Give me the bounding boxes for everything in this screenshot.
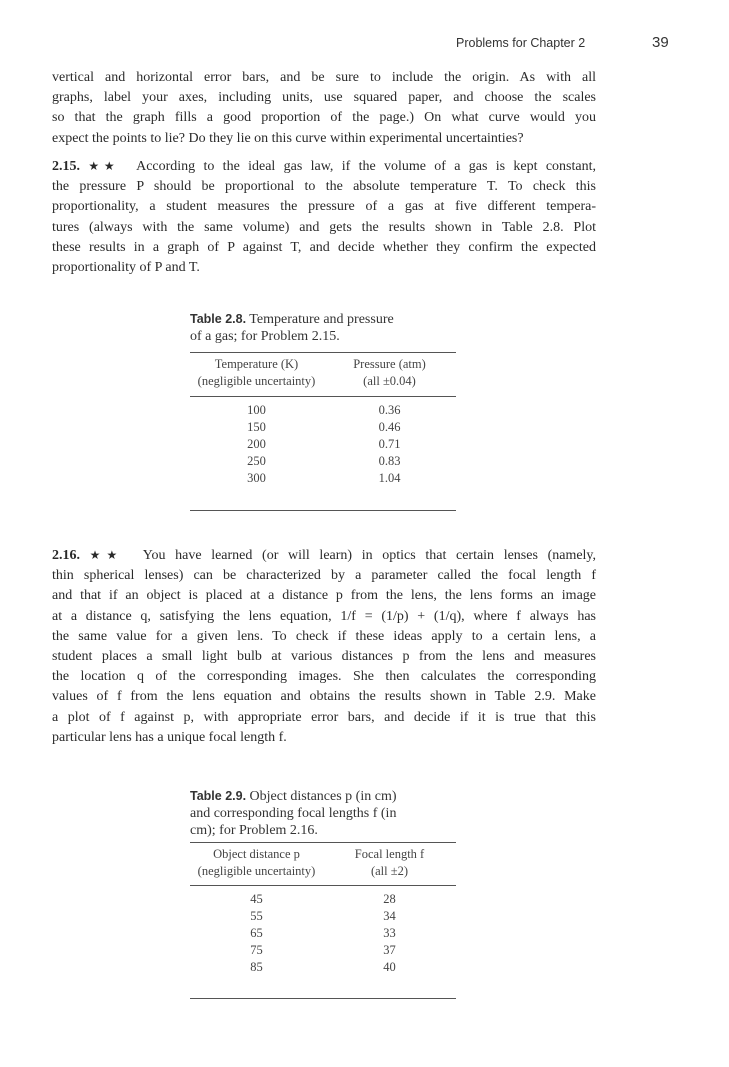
table-cell: 0.83 xyxy=(378,454,401,468)
text-line: vertical and horizontal error bars, and be sure to include the origin. As with all xyxy=(52,70,596,85)
text-line: thin spherical lenses) can be characterized by a parameter called the focal length f xyxy=(52,568,596,584)
difficulty-stars: ★★ xyxy=(89,548,124,562)
text-line: these results in a graph of P against T, and decide whether they confirm the expected xyxy=(52,239,596,255)
table-rule xyxy=(190,885,456,886)
column-header xyxy=(323,356,456,390)
header-line: Temperature (K) xyxy=(214,357,299,371)
text-line: student places a small light bulb at various distances p from the lens and measures xyxy=(52,649,596,665)
table-caption xyxy=(190,311,450,345)
problem-2-16 xyxy=(52,545,596,748)
problem-2-15 xyxy=(52,156,596,278)
caption-text: Temperature and pressure xyxy=(249,312,394,327)
text-line: and that if an object is placed at a distance p from the lens, the lens forms an image xyxy=(52,588,596,604)
text-line: the same value for a given lens. To check if these ideas apply to a certain lens, a xyxy=(52,628,596,644)
text-line: values of f from the lens equation and obtains the results shown in Table 2.9. Make xyxy=(52,689,596,705)
intro-paragraph xyxy=(52,68,596,149)
table-rule xyxy=(190,510,456,511)
table-cell: 150 xyxy=(247,420,266,434)
text-line xyxy=(52,545,596,566)
text-line: particular lens has a unique focal length f. xyxy=(52,729,287,745)
table-cell: 0.71 xyxy=(378,437,401,451)
table-cell: 0.46 xyxy=(378,420,401,434)
difficulty-stars: ★★ xyxy=(88,159,120,173)
caption-text: cm); for Problem 2.16. xyxy=(190,823,318,838)
text-line: expect the points to lie? Do they lie on this curve within experimental uncertainties? xyxy=(52,130,524,146)
table-cell: 0.36 xyxy=(378,403,401,417)
problem-number: 2.16. xyxy=(52,548,80,563)
header-line: (negligible uncertainty) xyxy=(197,374,316,388)
text-line: a plot of f against p, with appropriate error bars, and decide if it is true that this xyxy=(52,709,596,725)
table-rule xyxy=(190,842,456,843)
table-cell: 28 xyxy=(383,892,396,906)
header-line: (all ±0.04) xyxy=(363,374,416,388)
caption-text: of a gas; for Problem 2.15. xyxy=(190,329,340,344)
column-header xyxy=(323,846,456,880)
text-line: proportionality, a student measures the pressure of a gas at five different tempera- xyxy=(52,199,596,215)
table-cell: 75 xyxy=(250,943,263,957)
text-line: the location q of the corresponding images. She then calculates the corresponding xyxy=(52,669,596,685)
header-line: Object distance p xyxy=(213,847,300,861)
text-line: the pressure P should be proportional to the absolute temperature T. To check this xyxy=(52,179,596,195)
text-line-content: You have learned (or will learn) in optics that certain lenses (namely, xyxy=(142,548,597,563)
table-cell: 100 xyxy=(247,403,266,417)
table-rule xyxy=(190,396,456,397)
table-cell: 1.04 xyxy=(378,471,401,485)
header-line: (negligible uncertainty) xyxy=(197,864,316,878)
table-label: Table 2.9. xyxy=(190,789,247,803)
text-line: so that the graph fills a good proportion of the page.) On what curve would you xyxy=(52,110,596,126)
text-line: proportionality of P and T. xyxy=(52,260,200,276)
table-cell: 37 xyxy=(383,943,396,957)
table-cell: 300 xyxy=(247,471,266,485)
text-line: at a distance q, satisfying the lens equation, 1/f = (1/p) + (1/q), where f always has xyxy=(52,608,596,624)
header-line: Focal length f xyxy=(354,847,425,861)
table-cell: 40 xyxy=(383,960,396,974)
page-number: 39 xyxy=(652,34,669,51)
table-caption xyxy=(190,788,450,839)
text-line-content: According to the ideal gas law, if the volume of a gas is kept constant, xyxy=(136,159,596,174)
running-head: Problems for Chapter 2 xyxy=(456,36,586,50)
table-cell: 200 xyxy=(247,437,266,451)
header-line: Pressure (atm) xyxy=(353,357,426,371)
caption-text: and corresponding focal lengths f (in xyxy=(190,806,397,821)
table-label: Table 2.8. xyxy=(190,312,247,326)
text-line: tures (always with the same volume) and gets the results shown in Table 2.8. Plot xyxy=(52,219,596,235)
table-cell: 33 xyxy=(383,926,396,940)
text-line xyxy=(52,156,596,177)
table-cell: 250 xyxy=(247,454,266,468)
header-line: (all ±2) xyxy=(370,864,409,878)
table-rule xyxy=(190,998,456,999)
table-cell: 55 xyxy=(250,909,263,923)
table-cell: 65 xyxy=(250,926,263,940)
column-header xyxy=(190,846,323,880)
caption-text: Object distances p (in cm) xyxy=(249,789,397,804)
column-header xyxy=(190,356,323,390)
page-header xyxy=(0,36,729,56)
table-cell: 45 xyxy=(250,892,263,906)
table-rule xyxy=(190,352,456,353)
problem-number: 2.15. xyxy=(52,159,80,174)
text-line: graphs, label your axes, including units, use squared paper, and choose the scales xyxy=(52,90,596,106)
table-cell: 34 xyxy=(383,909,396,923)
table-cell: 85 xyxy=(250,960,263,974)
